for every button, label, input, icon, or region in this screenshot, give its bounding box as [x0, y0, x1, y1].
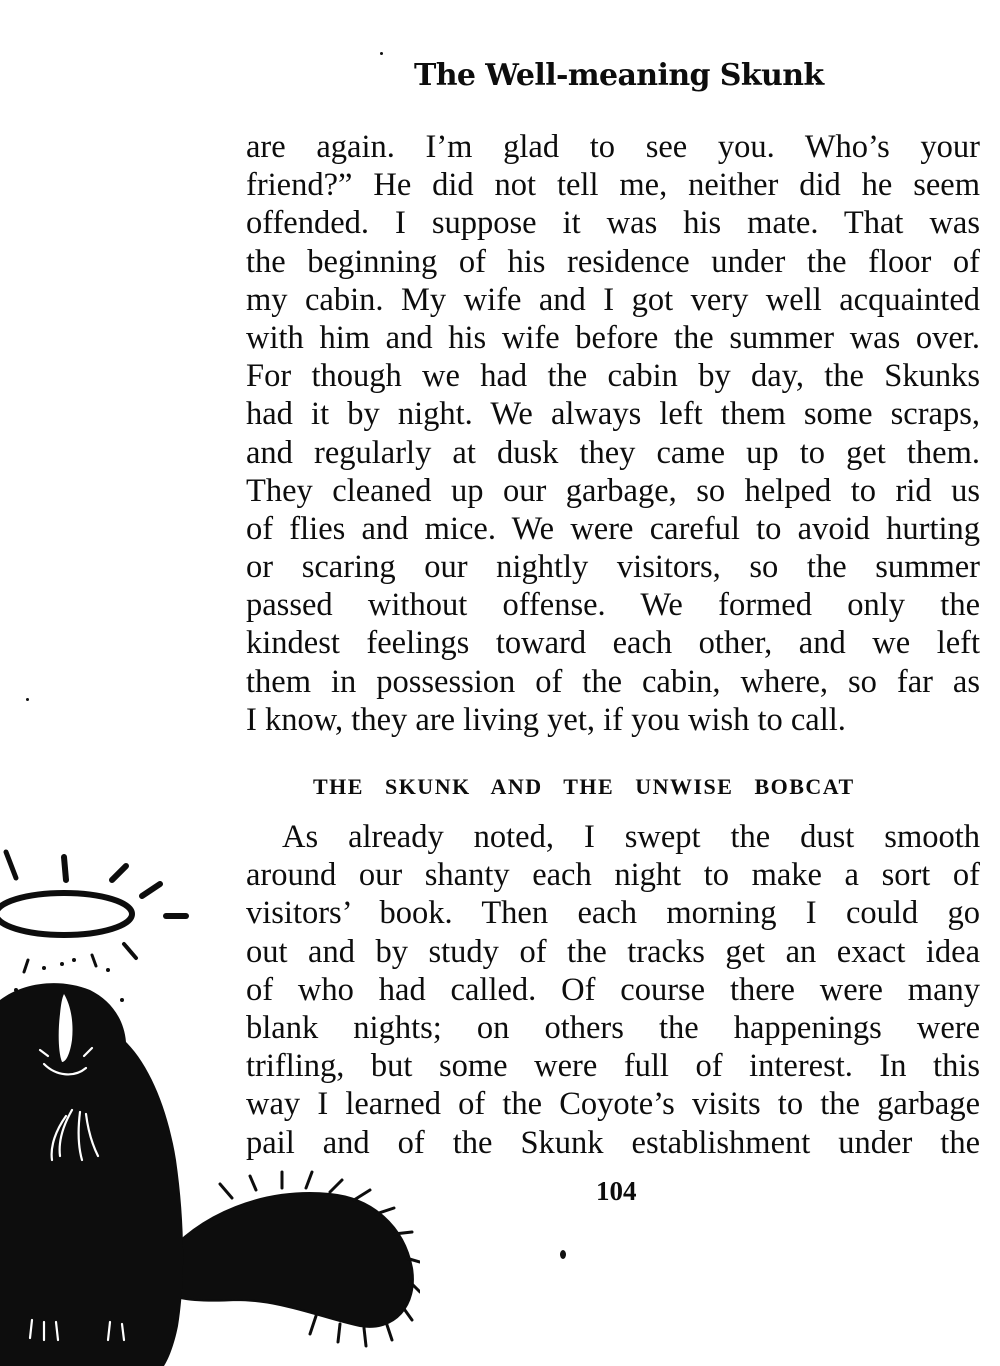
- text-line: and regularly at dusk they came up to get them.: [246, 434, 980, 471]
- text-line: are again. I’m glad to see you. Who’s your: [246, 129, 980, 165]
- text-line: trifling, but some were full of interest. In this: [246, 1048, 980, 1085]
- ink-speck: [380, 52, 383, 55]
- halo-rays: [6, 852, 186, 972]
- skunk-body: [0, 983, 183, 1366]
- text-line: of who had called. Of course there were many: [246, 971, 980, 1008]
- text-line: I know, they are living yet, if you wish to call.: [246, 701, 846, 738]
- text-line: blank nights; on others the happenings were: [246, 1009, 980, 1046]
- text-line: out and by study of the tracks get an exact idea: [246, 933, 980, 970]
- text-line: with him and his wife before the summer was over.: [246, 319, 980, 356]
- halo: [0, 893, 132, 935]
- ink-speck: [560, 1250, 566, 1259]
- text-line: passed without offense. We formed only the: [246, 587, 980, 624]
- skunk-illustration: [0, 830, 420, 1366]
- ink-speck: [26, 698, 29, 701]
- text-line: around our shanty each night to make a sort of: [246, 857, 980, 894]
- text-line: offended. I suppose it was his mate. That was: [246, 205, 980, 242]
- text-line: the beginning of his residence under the floor of: [246, 243, 980, 280]
- text-line: pail and of the Skunk establishment under the: [246, 1124, 980, 1161]
- text-line: visitors’ book. Then each morning I could go: [246, 895, 980, 932]
- page-number: 104: [596, 1176, 637, 1206]
- text-line: As already noted, I swept the dust smooth: [282, 819, 980, 855]
- text-line: of flies and mice. We were careful to avoid hurting: [246, 510, 980, 547]
- skunk-tail: [160, 1172, 420, 1346]
- text-line: kindest feelings toward each other, and we left: [246, 625, 980, 662]
- text-line: them in possession of the cabin, where, so far as: [246, 663, 980, 700]
- text-line: friend?” He did not tell me, neither did he seem: [246, 167, 980, 204]
- text-line: had it by night. We always left them some scraps,: [246, 396, 980, 433]
- text-line: They cleaned up our garbage, so helped to rid us: [246, 472, 980, 509]
- text-line: or scaring our nightly visitors, so the summer: [246, 549, 980, 586]
- text-line: For though we had the cabin by day, the Skunks: [246, 358, 980, 395]
- running-head: The Well-meaning Skunk: [414, 58, 824, 93]
- text-line: way I learned of the Coyote’s visits to the garbage: [246, 1086, 980, 1123]
- section-heading: THE SKUNK AND THE UNWISE BOBCAT: [313, 774, 855, 799]
- paragraph-1: [246, 128, 980, 739]
- text-line: my cabin. My wife and I got very well acquainted: [246, 281, 980, 318]
